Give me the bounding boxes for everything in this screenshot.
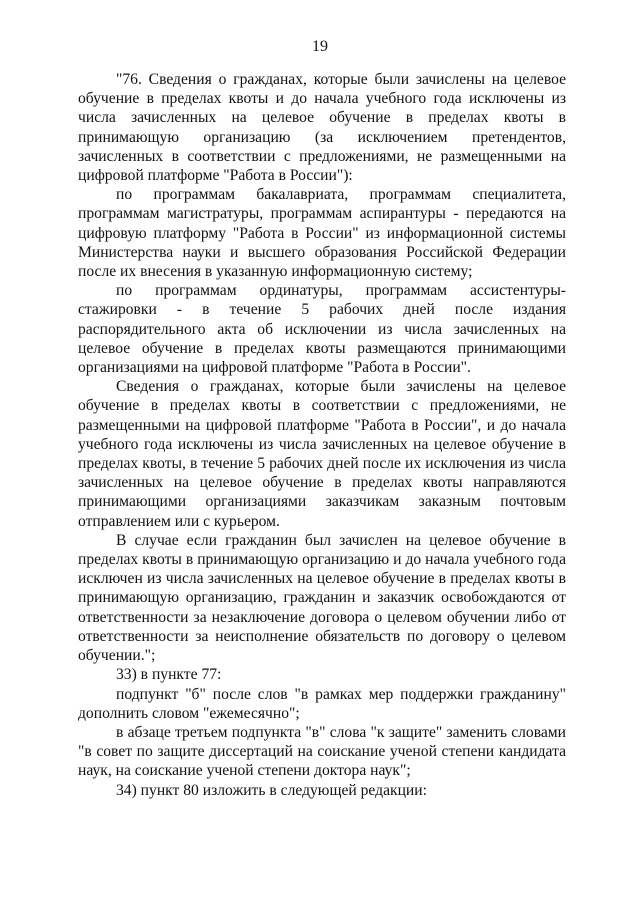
page-number: 19 [312,38,328,55]
paragraph-subitem-v: в абзаце третьем подпункта "в" слова "к защите" заменить словами "в совет по защите диссертаций на соискание ученой степени кандидата наук, на соискание ученой степени доктора наук"; [78,723,566,780]
paragraph-info-about-citizens: Сведения о гражданах, которые были зачислены на целевое обучение в пределах квоты в соответствии с предложениями, не размещенными на цифровой платформе "Работа в России", и до начала учебного года исключены из числа зачисленных на целевое обучение в пределах квоты, в течение 5 рабочих дней после их исключения из числа зачисленных на целевое обучение в пределах квоты направляются принимающими организациями заказчикам заказным почтовым отправлением или с курьером. [78,378,566,530]
paragraph-subitem-b: подпункт "б" после слов "в рамках мер поддержки гражданину" дополнить словом "ежемесячно"; [78,685,566,722]
document-body [78,70,566,800]
paragraph-liability-release: В случае если гражданин был зачислен на целевое обучение в пределах квоты в принимающую организацию и до начала учебного года исключен из числа зачисленных на целевое обучение в пределах квоты в принимающую организацию, гражданин и заказчик освобождаются от ответственности за незаключение договора о целевом обучении либо от ответственности за неисполнение обязательств по договору о целевом обучении."; [78,531,566,665]
paragraph-bachelor-programs: по программам бакалавриата, программам специалитета, программам магистратуры, программам аспирантуры - передаются на цифровую платформу "Работа в России" из информационной системы Министерства науки и высшего образования Российской Федерации после их внесения в указанную информационную систему; [78,186,566,281]
paragraph-residency-programs: по программам ординатуры, программам ассистентуры-стажировки - в течение 5 рабочих дней после издания распорядительного акта об исключении из числа зачисленных на целевое обучение в пределах квоты размещаются принимающими организациями на цифровой платформе "Работа в России". [78,282,566,377]
paragraph-item-34: 34) пункт 80 изложить в следующей редакции: [116,781,427,799]
paragraph-item-33: 33) в пункте 77: [116,666,222,684]
paragraph-item-76: "76. Сведения о гражданах, которые были зачислены на целевое обучение в пределах квоты и до начала учебного года исключены из числа зачисленных на целевое обучение в пределах квоты в принимающую организацию (за исключением претендентов, зачисленных в соответствии с предложениями, не размещенными на цифровой платформе "Работа в России"): [78,71,566,185]
